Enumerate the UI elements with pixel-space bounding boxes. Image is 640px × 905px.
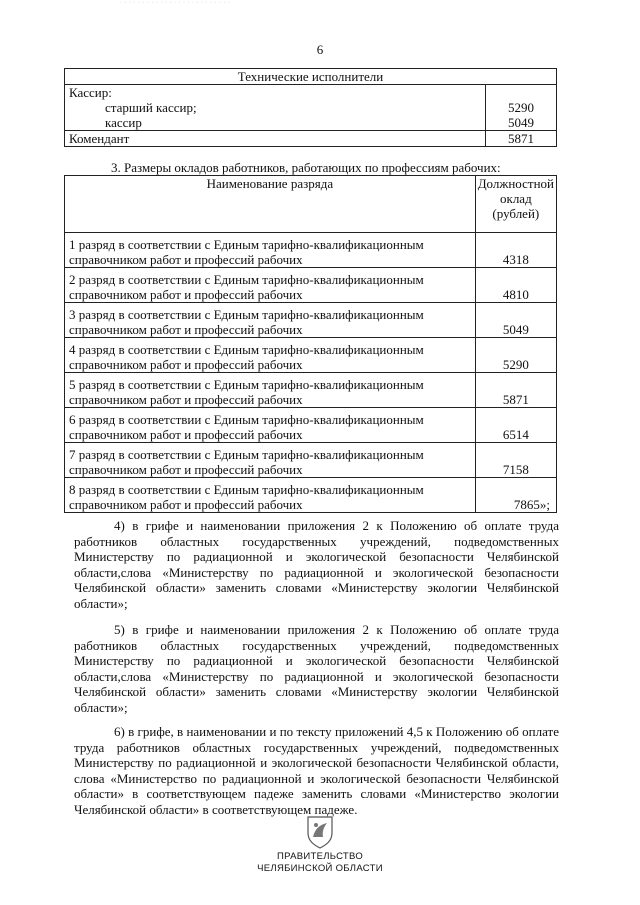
table-cell: 5290 (486, 100, 557, 115)
paragraph-text: 4) в грифе и наименовании приложения 2 к Положению об оплате труда работников областных государственных учреждений, подведомственных Министерству по радиационной и экологической безопасности Челябинской области,слова «Министерству по радиационной и экологической безопасности Челябинской области» заменить словами «Министерству экологии Челябинской области»; (74, 518, 559, 611)
paragraph-text: 5) в грифе и наименовании приложения 2 к Положению об оплате труда работников областных государственных учреждений, подведомственных Министерству по радиационной и экологической безопасности Челябинской области,слова «Министерству по радиационной и экологической безопасности Челябинской области» заменить словами «Министерству экологии Челябинской области»; (74, 622, 559, 715)
scan-header-strip: · · · · · · · · · · · · · · · · · · · · · · · · · (120, 0, 231, 6)
table-row (65, 268, 557, 303)
row-text-line: справочником работ и профессий рабочих (69, 462, 303, 477)
row-text-line: справочником работ и профессий рабочих (69, 287, 303, 302)
row-text-line: справочником работ и профессий рабочих (69, 497, 303, 512)
section-title: 3. Размеры окладов работников, работающих по профессиям рабочих: (111, 160, 501, 175)
table-row (65, 69, 557, 85)
table-cell (65, 303, 476, 338)
row-text-line: справочником работ и профессий рабочих (69, 322, 303, 337)
table-cell: кассир (65, 115, 486, 131)
table-header-row (65, 176, 557, 233)
row-text-line: справочником работ и профессий рабочих (69, 357, 303, 372)
table-cell: 5290 (475, 338, 556, 373)
table-cell (486, 85, 557, 101)
row-text-line: 5 разряд в соответствии с Единым тарифно-квалификационным (69, 377, 424, 392)
table-cell: 4318 (475, 233, 556, 268)
table-row (65, 131, 557, 147)
table-row (65, 100, 557, 115)
table-cell: Комендант (65, 131, 486, 147)
table-row (65, 303, 557, 338)
column-header (475, 176, 556, 233)
row-text-line: 6 разряд в соответствии с Единым тарифно-квалификационным (69, 412, 424, 427)
table-cell (65, 373, 476, 408)
table-row (65, 233, 557, 268)
table-cell: 5049 (475, 303, 556, 338)
table-cell: старший кассир; (65, 100, 486, 115)
row-text-line: 3 разряд в соответствии с Единым тарифно-квалификационным (69, 307, 424, 322)
table-cell: 6514 (475, 408, 556, 443)
table-cell (65, 233, 476, 268)
table-cell (65, 408, 476, 443)
row-text-line: справочником работ и профессий рабочих (69, 252, 303, 267)
row-text-line: справочником работ и профессий рабочих (69, 392, 303, 407)
table-cell: 4810 (475, 268, 556, 303)
row-text-line: 8 разряд в соответствии с Единым тарифно-квалификационным (69, 482, 424, 497)
column-header: Наименование разряда (65, 176, 476, 233)
executors-table (64, 68, 557, 147)
column-header-line: оклад (500, 191, 532, 206)
table-cell: 5049 (486, 115, 557, 131)
table-cell (65, 338, 476, 373)
table-cell: Кассир: (65, 85, 486, 101)
row-text-line: 7 разряд в соответствии с Единым тарифно-квалификационным (69, 447, 424, 462)
table-row (65, 408, 557, 443)
table-cell: 7158 (475, 443, 556, 478)
government-stamp (0, 815, 640, 875)
table-cell: 7865»; (475, 478, 556, 513)
stamp-line: ПРАВИТЕЛЬСТВО (276, 851, 364, 862)
coat-of-arms-icon (305, 815, 335, 849)
paragraph-item-5 (74, 622, 559, 715)
row-text-line: 2 разряд в соответствии с Единым тарифно-квалификационным (69, 272, 424, 287)
page-number: 6 (316, 42, 324, 57)
table-row (65, 115, 557, 131)
row-text-line: 1 разряд в соответствии с Единым тарифно-квалификационным (69, 237, 424, 252)
table-row (65, 443, 557, 478)
table-cell: 5871 (486, 131, 557, 147)
table-row (65, 338, 557, 373)
paragraph-item-4 (74, 518, 559, 611)
paragraph-text: 6) в грифе, в наименовании и по тексту приложений 4,5 к Положению об оплате труда работников областных государственных учреждений, подведомственных Министерству по радиационной и экологической безопасности Челябинской области, слова «Министерство по радиационной и экологической безопасности Челябинской области» в соответствующем падеже заменить словами «Министерство экологии Челябинской области» в соответствующем падеже. (74, 724, 559, 817)
table-row (65, 373, 557, 408)
paragraph-item-6 (74, 724, 559, 817)
table-cell (65, 443, 476, 478)
row-text-line: справочником работ и профессий рабочих (69, 427, 303, 442)
stamp-line: ЧЕЛЯБИНСКОЙ ОБЛАСТИ (257, 863, 383, 874)
table-cell: 5871 (475, 373, 556, 408)
table-row (65, 478, 557, 513)
table-row (65, 85, 557, 101)
table-section-title: Технические исполнители (65, 69, 557, 85)
table-cell (65, 478, 476, 513)
column-header-line: Должностной (477, 176, 554, 191)
row-text-line: 4 разряд в соответствии с Единым тарифно-квалификационным (69, 342, 424, 357)
workers-salary-table (64, 175, 557, 513)
table-cell (65, 268, 476, 303)
column-header-line: (рублей) (492, 206, 540, 221)
